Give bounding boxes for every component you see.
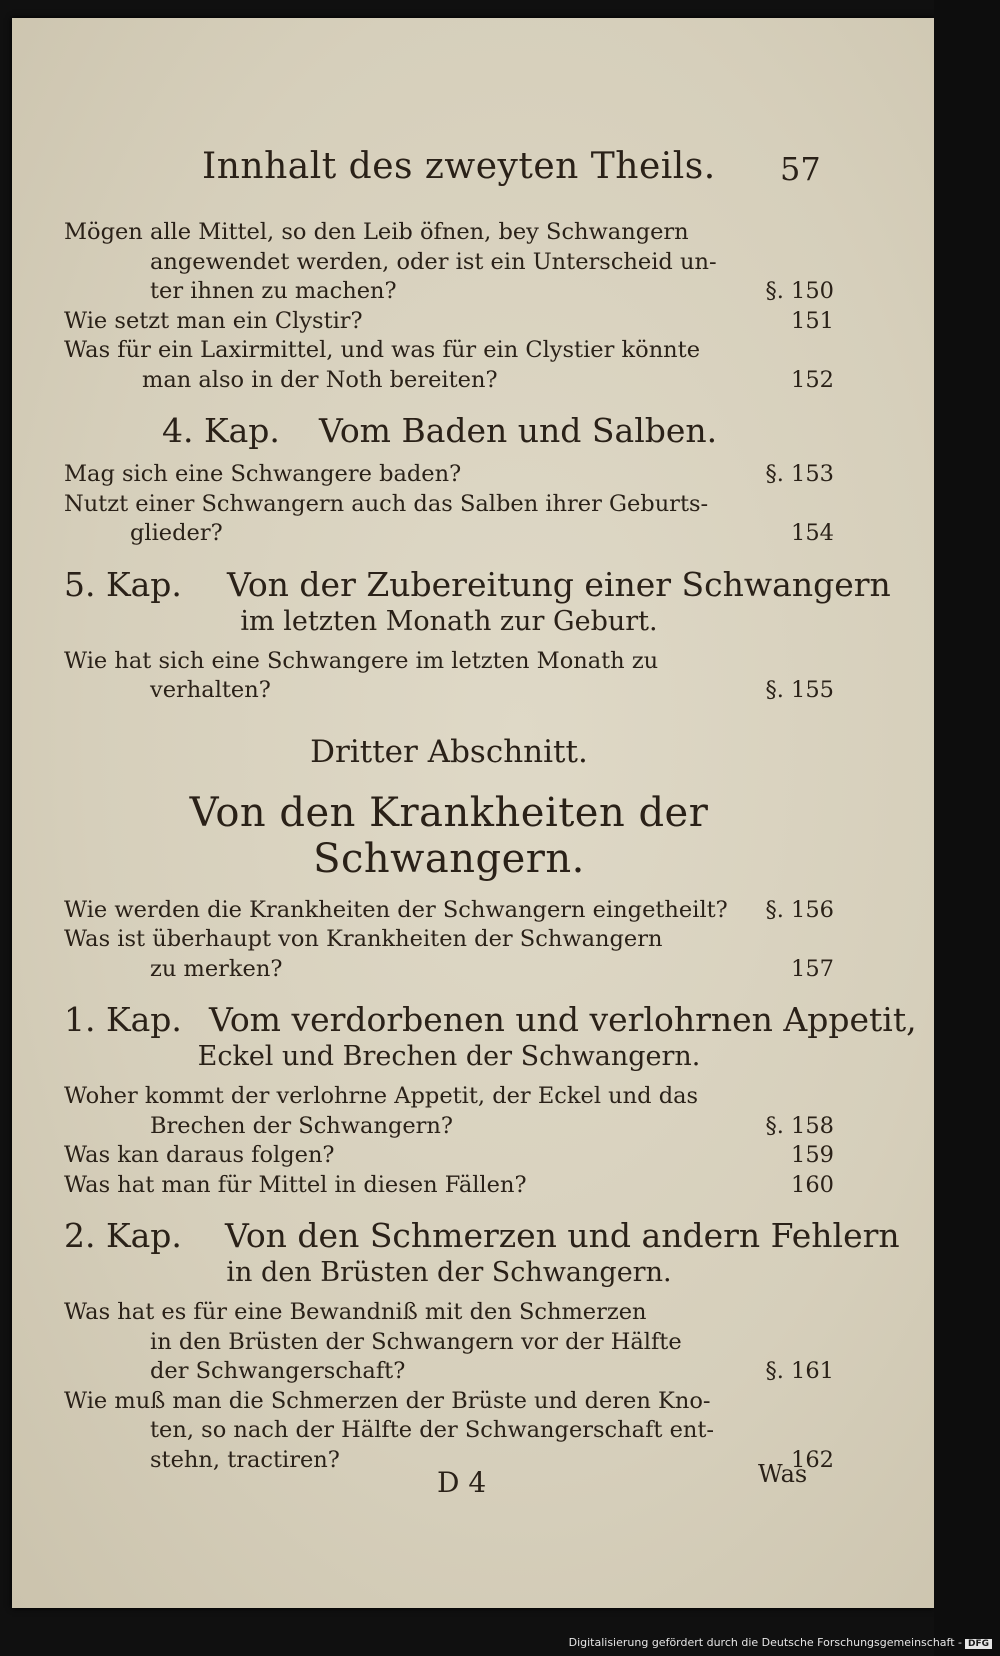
entry-line: angewendet werden, oder ist ein Unterscheid un- <box>150 248 717 275</box>
toc-entry <box>64 647 834 706</box>
chapter-number: 4. Kap. <box>162 411 280 450</box>
entry-line: Brechen der Schwangern? <box>150 1112 453 1139</box>
chapter-heading <box>64 411 834 450</box>
section-title: Von den Krankheiten der Schwangern. <box>189 789 709 882</box>
chapter-subtitle: Eckel und Brechen der Schwangern. <box>197 1041 701 1072</box>
chapter-title: Von den Schmerzen und andern Fehlern <box>225 1216 900 1255</box>
section-ref: §. 150 <box>765 278 834 304</box>
chapter-heading <box>64 564 891 637</box>
entry-line: der Schwangerschaft? <box>150 1358 406 1384</box>
section-heading: Dritter Abschnitt. <box>310 733 588 770</box>
entry-line: Wie setzt man ein Clystir? <box>64 307 363 334</box>
book-page <box>12 18 934 1608</box>
entry-line: ten, so nach der Hälfte der Schwangerschaft ent- <box>150 1417 715 1443</box>
toc-entry <box>64 1387 834 1476</box>
entry-line: Wie werden die Krankheiten der Schwangern eingetheilt? <box>64 896 728 923</box>
toc-entry <box>64 336 834 395</box>
dfg-logo: DFG <box>965 1639 992 1649</box>
toc-entry <box>64 1141 834 1171</box>
chapter-title: Von der Zubereitung einer Schwangern <box>227 564 891 604</box>
toc-entry <box>64 1082 834 1141</box>
section-ref: 162 <box>791 1446 834 1473</box>
entry-line: stehn, tractiren? <box>150 1446 340 1473</box>
toc-entry <box>64 460 834 490</box>
chapter-subtitle: im letzten Monath zur Geburt. <box>240 605 658 637</box>
entry-line: verhalten? <box>150 677 271 703</box>
chapter-heading <box>64 1000 917 1072</box>
chapter-heading <box>64 1216 900 1288</box>
section-ref: §. 156 <box>765 896 834 923</box>
header-title: Innhalt des zweyten Theils. <box>202 146 716 187</box>
chapter-number: 2. Kap. <box>64 1216 182 1255</box>
chapter-number: 1. Kap. <box>64 1000 182 1039</box>
toc-entry <box>64 896 834 926</box>
section-ref: §. 161 <box>765 1358 834 1384</box>
toc-entry <box>64 218 834 307</box>
toc-entry <box>64 307 834 337</box>
section-ref: 159 <box>791 1142 834 1168</box>
catchword: Was <box>758 1460 808 1488</box>
digitization-credit <box>569 1636 992 1649</box>
chapter-title: Vom verdorbenen und verlohrnen Appetit, <box>209 1000 917 1039</box>
toc-entry <box>64 1298 834 1387</box>
section-ref: §. 155 <box>765 677 834 703</box>
entry-line: Nutzt einer Schwangern auch das Salben ihrer Geburts- <box>64 490 709 517</box>
entry-line: Wie muß man die Schmerzen der Brüste und deren Kno- <box>64 1387 711 1414</box>
section-ref: §. 153 <box>765 461 834 487</box>
entry-line: Was hat es für eine Bewandniß mit den Schmerzen <box>64 1299 647 1325</box>
entry-line: Mögen alle Mittel, so den Leib öfnen, bey Schwangern <box>64 219 689 245</box>
entry-line: Was hat man für Mittel in diesen Fällen? <box>64 1171 527 1198</box>
entry-line: in den Brüsten der Schwangern vor der Hälfte <box>150 1328 682 1355</box>
toc-entry <box>64 490 834 549</box>
page-number: 57 <box>780 150 821 188</box>
entry-line: zu merken? <box>150 955 283 982</box>
entry-line: man also in der Noth bereiten? <box>142 366 498 393</box>
entry-line: Mag sich eine Schwangere baden? <box>64 461 462 487</box>
toc-entry <box>64 1171 834 1201</box>
section-ref: 154 <box>791 520 834 546</box>
scan-margin <box>934 0 1000 1656</box>
table-of-contents <box>64 218 917 1475</box>
credit-text: Digitalisierung gefördert durch die Deutsche Forschungsgemeinschaft - <box>568 1636 962 1649</box>
entry-line: Was für ein Laxirmittel, und was für ein Clystier könnte <box>64 337 701 363</box>
signature-mark: D 4 <box>437 1466 487 1499</box>
entry-line: Was ist überhaupt von Krankheiten der Schwangern <box>64 926 663 952</box>
toc-entry <box>64 925 834 984</box>
entry-line: ter ihnen zu machen? <box>150 278 397 304</box>
chapter-subtitle: in den Brüsten der Schwangern. <box>226 1257 672 1288</box>
section-ref: §. 158 <box>765 1112 834 1139</box>
entry-line: glieder? <box>130 520 223 546</box>
section-ref: 160 <box>791 1171 834 1198</box>
entry-line: Woher kommt der verlohrne Appetit, der Eckel und das <box>64 1083 699 1109</box>
chapter-number: 5. Kap. <box>64 564 182 604</box>
entry-line: Was kan daraus folgen? <box>64 1142 335 1168</box>
section-ref: 152 <box>791 366 834 393</box>
chapter-title: Vom Baden und Salben. <box>319 411 718 450</box>
entry-line: Wie hat sich eine Schwangere im letzten Monath zu <box>64 647 659 674</box>
section-ref: 151 <box>791 307 834 334</box>
section-ref: 157 <box>791 955 834 982</box>
